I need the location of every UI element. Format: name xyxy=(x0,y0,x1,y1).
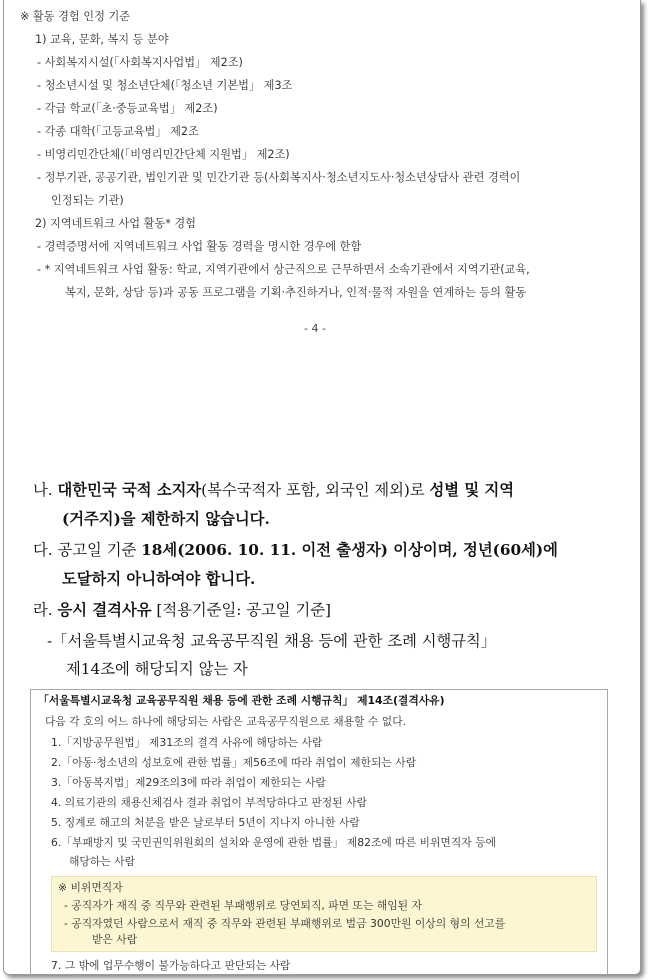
box-title: 「서울특별시교육청 교육공무직원 채용 등에 관한 조례 시행규칙」 제14조(결격사유) xyxy=(38,694,445,707)
disqualification-box xyxy=(30,689,608,975)
rule-line1: -「서울특별시교육청 교육공무직원 채용 등에 관한 조례 시행규칙」 xyxy=(47,632,497,650)
criteria-line: 복지, 문화, 상담 등)과 공동 프로그램을 기획·추진하거나, 인적·물적 자원을 연계하는 등의 활동 xyxy=(65,286,527,299)
criteria-line: - 각급 학교(「초·중등교육법」 제2조) xyxy=(37,102,218,115)
box-item: 6.「부패방지 및 국민권익위원회의 설치와 운영에 관한 법률」 제82조에 따른 비위면직자 등에 xyxy=(51,836,496,849)
note-line: - 공직자가 재직 중 직무와 관련된 부패행위로 당연퇴직, 파면 또는 해임된 자 xyxy=(64,899,422,912)
criteria-line: - 사회복지시설(「사회복지사업법」 제2조) xyxy=(37,56,243,69)
criteria-line: - * 지역네트워크 사업 활동: 학교, 지역기관에서 상근직으로 근무하면서 소속기관에서 지역기관(교육, xyxy=(37,263,530,276)
criteria-line: - 정부기관, 공공기관, 법인기관 및 민간기관 등(사회복지사·청소년지도사·청소년상담사 관련 경력이 xyxy=(37,171,521,184)
criteria-line: - 비영리민간단체(「비영리민간단체 지원법」 제2조) xyxy=(37,148,290,161)
criteria-line: 2) 지역네트워크 사업 활동* 경험 xyxy=(35,217,196,230)
box-item: 7. 그 밖에 업무수행이 불가능하다고 판단되는 사람 xyxy=(51,959,291,972)
box-item: 3.「아동복지법」제29조의3에 따라 취업이 제한되는 사람 xyxy=(51,776,326,789)
criteria-line: 인정되는 기관) xyxy=(51,194,124,207)
rule-line2: 제14조에 해당되지 않는 자 xyxy=(66,660,248,678)
box-item: 해당하는 사람 xyxy=(69,855,136,868)
item-da-line2: 도달하지 아니하여야 합니다. xyxy=(62,570,256,588)
criteria-line: - 경력증명서에 지역네트워크 사업 활동 경력을 명시한 경우에 한함 xyxy=(37,240,362,253)
item-na-line1: 나. 대한민국 국적 소지자(복수국적자 포함, 외국인 제외)로 성별 및 지역 xyxy=(33,481,515,499)
item-da-line1: 다. 공고일 기준 18세(2006. 10. 11. 이전 출생자) 이상이며, 정년(60세)에 xyxy=(33,541,558,559)
note-line: - 공직자였던 사람으로서 재직 중 직무와 관련된 부패행위로 벌금 300만원 이상의 형의 선고를 xyxy=(64,917,506,930)
document-page xyxy=(3,0,641,975)
note-line: 받은 사람 xyxy=(92,933,138,946)
criteria-line: - 각종 대학(「고등교육법」 제2조 xyxy=(37,125,199,138)
item-ra-line: 라. 응시 결격사유 [적용기준일: 공고일 기준] xyxy=(33,601,331,619)
box-item: 5. 징계로 해고의 처분을 받은 날로부터 5년이 지나지 아니한 사람 xyxy=(51,816,360,829)
page-number: - 4 - xyxy=(304,322,326,335)
box-item: 1.「지방공무원법」 제31조의 결격 사유에 해당하는 사람 xyxy=(51,736,323,749)
criteria-heading: ※ 활동 경험 인정 기준 xyxy=(20,10,131,23)
box-intro: 다음 각 호의 어느 하나에 해당되는 사람은 교육공무직원으로 채용할 수 없다. xyxy=(45,715,407,728)
box-item: 2.「아동·청소년의 성보호에 관한 법률」제56조에 따라 취업이 제한되는 사람 xyxy=(51,756,417,769)
item-na-line2: (거주지)을 제한하지 않습니다. xyxy=(62,510,270,528)
criteria-line: - 청소년시설 및 청소년단체(「청소년 기본법」 제3조 xyxy=(37,79,293,92)
note-title: ※ 비위면직자 xyxy=(58,881,123,894)
box-item: 4. 의료기관의 채용신체검사 결과 취업이 부적당하다고 판정된 사람 xyxy=(51,796,367,809)
criteria-line: 1) 교육, 문화, 복지 등 분야 xyxy=(35,33,169,46)
note-box xyxy=(51,876,597,952)
